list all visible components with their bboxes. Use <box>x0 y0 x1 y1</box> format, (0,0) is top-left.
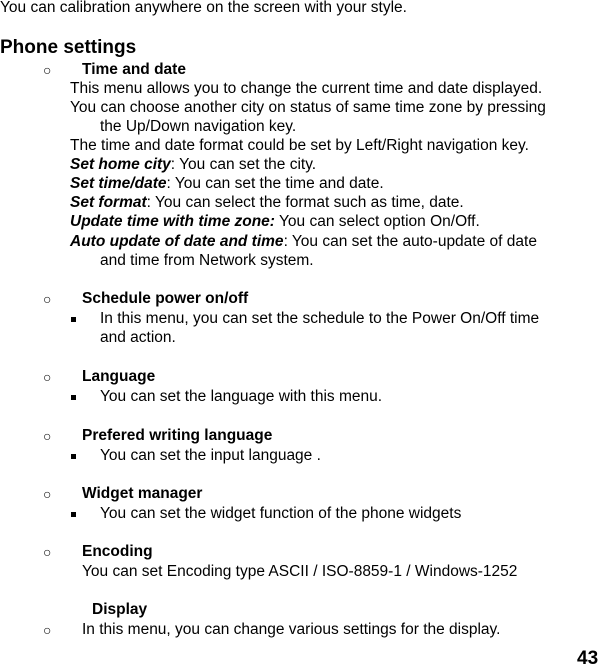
setting-home-city <box>70 156 316 174</box>
page-number: 43 <box>577 648 599 669</box>
page-title: Phone settings <box>0 37 137 58</box>
paragraph: the Up/Down navigation key. <box>100 118 297 135</box>
setting-text: : You can select the format such as time, date. <box>146 194 464 211</box>
section-title-display: Display <box>92 601 148 618</box>
square-bullet-icon <box>71 317 76 322</box>
square-bullet-icon <box>71 512 76 517</box>
setting-text: : You can set the time and date. <box>166 175 384 192</box>
setting-format <box>70 194 464 212</box>
paragraph: You can choose another city on status of same time zone by pressing <box>70 99 546 116</box>
setting-label: Auto update of date and time <box>70 233 284 250</box>
circle-bullet-icon: ○ <box>43 291 52 307</box>
bullet-text: You can set the language with this menu. <box>100 388 383 405</box>
setting-label: Set format <box>70 194 147 211</box>
intro-text: You can calibration anywhere on the screen with your style. <box>0 0 407 16</box>
section-title-language: Language <box>82 368 156 385</box>
setting-label: Update time with time zone: <box>70 213 275 230</box>
paragraph: In this menu, you can change various settings for the display. <box>82 621 501 638</box>
paragraph: This menu allows you to change the current time and date displayed. <box>70 80 543 97</box>
paragraph: You can set Encoding type ASCII / ISO-8859-1 / Windows-1252 <box>82 563 518 580</box>
circle-bullet-icon: ○ <box>43 369 52 385</box>
section-title-time-and-date: Time and date <box>82 61 186 78</box>
bullet-text: You can set the input language . <box>100 447 321 464</box>
circle-bullet-icon: ○ <box>43 486 52 502</box>
square-bullet-icon <box>71 454 76 459</box>
circle-bullet-icon: ○ <box>43 62 52 78</box>
setting-auto-update <box>70 233 537 251</box>
section-title-widget-manager: Widget manager <box>82 485 203 502</box>
circle-bullet-icon: ○ <box>43 622 52 638</box>
circle-bullet-icon: ○ <box>43 428 52 444</box>
setting-text-continued: and time from Network system. <box>100 252 314 269</box>
setting-label: Set time/date <box>70 175 167 192</box>
setting-text: You can select option On/Off. <box>274 213 480 230</box>
circle-bullet-icon: ○ <box>43 544 52 560</box>
setting-label: Set home city <box>70 156 171 173</box>
setting-text: : You can set the auto-update of date <box>283 233 537 250</box>
square-bullet-icon <box>71 395 76 400</box>
paragraph: The time and date format could be set by Left/Right navigation key. <box>70 137 529 154</box>
bullet-text: and action. <box>100 329 176 346</box>
section-title-writing-language: Prefered writing language <box>82 427 273 444</box>
section-title-encoding: Encoding <box>82 543 153 560</box>
setting-update-time-zone <box>70 213 480 231</box>
setting-time-date <box>70 175 384 193</box>
setting-text: : You can set the city. <box>170 156 317 173</box>
section-title-schedule: Schedule power on/off <box>82 290 249 307</box>
bullet-text: In this menu, you can set the schedule to the Power On/Off time <box>100 310 540 327</box>
bullet-text: You can set the widget function of the phone widgets <box>100 505 462 522</box>
